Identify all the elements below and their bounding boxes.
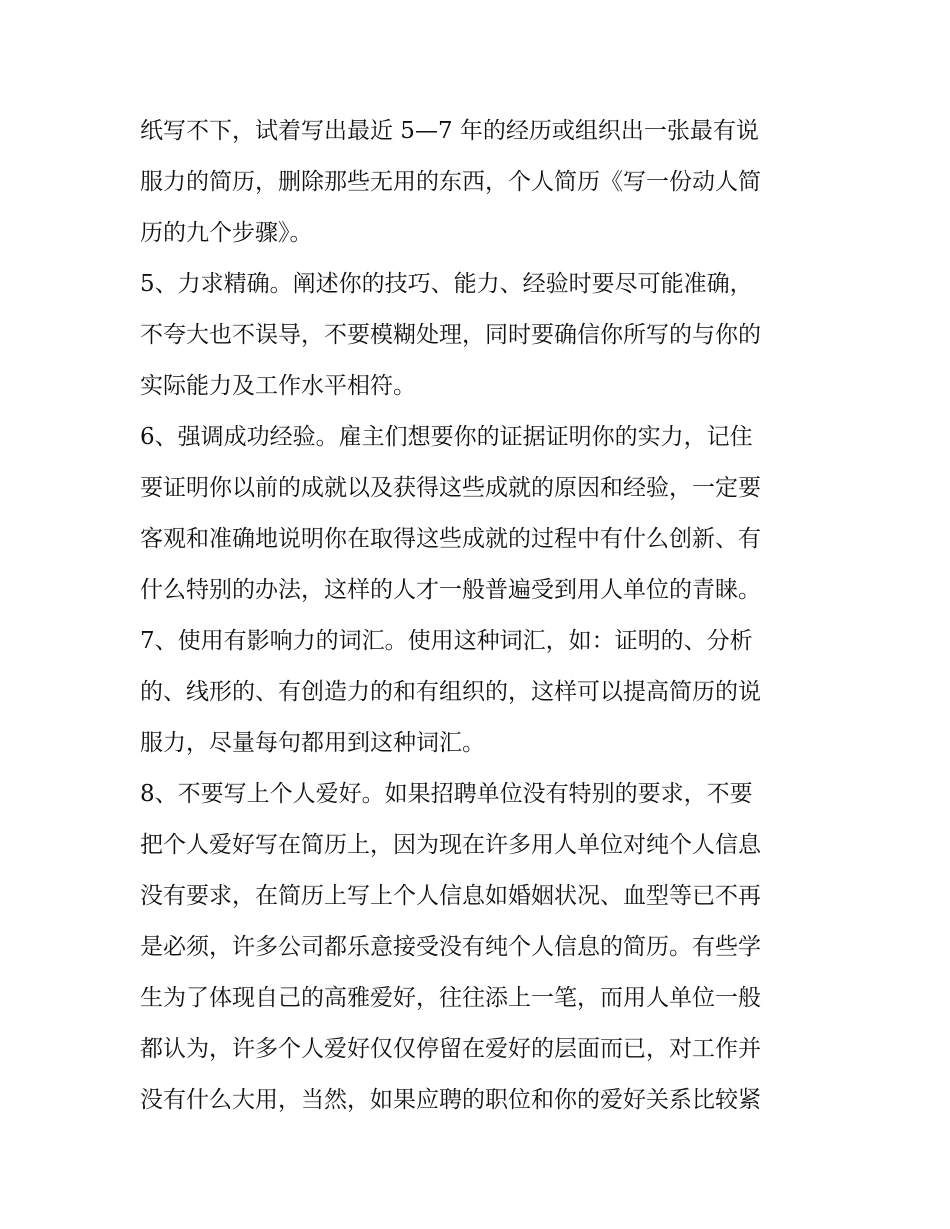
text-line: 实际能力及工作水平相符。 — [140, 373, 416, 399]
text-line: 把个人爱好写在简历上，因为现在许多用人单位对纯个人信息 — [140, 832, 761, 858]
text-line: 都认为，许多个人爱好仅仅停留在爱好的层面而已，对工作并 — [140, 1036, 761, 1062]
text-line: 要证明你以前的成就以及获得这些成就的原因和经验，一定要 — [140, 475, 761, 501]
text-line: 什么特别的办法，这样的人才一般普遍受到用人单位的青睐。 — [140, 577, 761, 603]
text-line: 纸写不下，试着写出最近 5—7 年的经历或组织出一张最有说 — [140, 118, 759, 144]
text-line: 没有要求，在简历上写上个人信息如婚姻状况、血型等已不再 — [140, 883, 761, 909]
text-line: 的、线形的、有创造力的和有组织的，这样可以提高简历的说 — [140, 679, 761, 705]
text-line: 生为了体现自己的高雅爱好，往往添上一笔，而用人单位一般 — [140, 985, 761, 1011]
text-line: 历的九个步骤》。 — [140, 220, 313, 246]
text-line: 没有什么大用，当然，如果应聘的职位和你的爱好关系比较紧 — [140, 1087, 761, 1113]
text-line: 客观和准确地说明你在取得这些成就的过程中有什么创新、有 — [140, 526, 761, 552]
text-line: 服力，尽量每句都用到这种词汇。 — [140, 730, 485, 756]
text-line: 是必须，许多公司都乐意接受没有纯个人信息的简历。有些学 — [140, 934, 761, 960]
text-line: 7、使用有影响力的词汇。使用这种词汇，如：证明的、分析 — [140, 628, 753, 654]
text-line: 5、力求精确。阐述你的技巧、能力、经验时要尽可能准确， — [140, 271, 753, 297]
text-line: 8、不要写上个人爱好。如果招聘单位没有特别的要求，不要 — [140, 781, 753, 807]
text-line: 6、强调成功经验。雇主们想要你的证据证明你的实力，记住 — [140, 424, 753, 450]
text-line: 服力的简历，删除那些无用的东西，个人简历《写一份动人简 — [140, 169, 761, 195]
body-text — [140, 106, 820, 1126]
text-line: 不夸大也不误导，不要模糊处理，同时要确信你所写的与你的 — [140, 322, 761, 348]
